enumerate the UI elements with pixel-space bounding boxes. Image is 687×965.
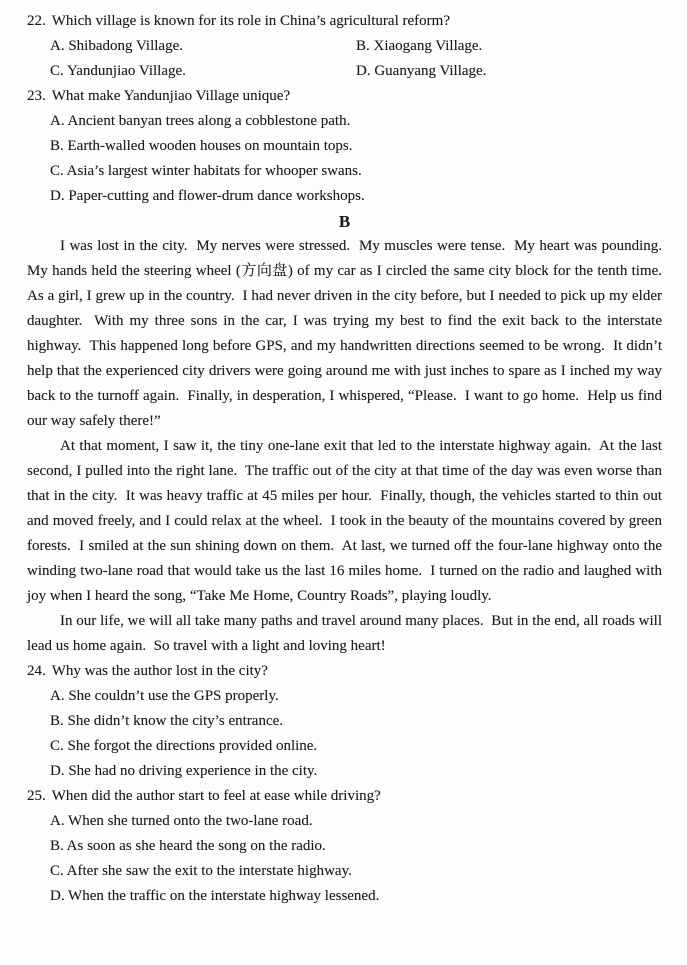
option-c: C. Yandunjiao Village. (50, 63, 186, 79)
question-line (27, 659, 662, 684)
passage-section-label: B (338, 212, 351, 231)
option-b: B. Earth-walled wooden houses on mountain tops. (50, 138, 353, 154)
option-d: D. When the traffic on the interstate highway lessened. (50, 888, 380, 904)
reading-passage (27, 234, 670, 659)
option-c: C. She forgot the directions provided online. (50, 738, 318, 754)
option-a: A. Ancient banyan trees along a cobblestone path. (50, 113, 351, 129)
question-text: What make Yandunjiao Village unique? (51, 88, 291, 104)
option-c: C. Asia’s largest winter habitats for whooper swans. (50, 163, 362, 179)
option-a: A. Shibadong Village. (50, 38, 183, 54)
question-line (27, 9, 662, 34)
option-c: C. After she saw the exit to the interstate highway. (50, 863, 352, 879)
option-d: D. Paper-cutting and flower-drum dance workshops. (50, 188, 365, 204)
option-d: D. She had no driving experience in the city. (50, 763, 318, 779)
question-24 (27, 659, 662, 784)
option-a: A. When she turned onto the two-lane road. (50, 813, 313, 829)
question-number: 22. (27, 13, 46, 29)
question-text: Why was the author lost in the city? (51, 663, 268, 679)
question-22-options (27, 34, 662, 84)
option-b: B. Xiaogang Village. (356, 38, 483, 54)
passage-paragraph-3: In our life, we will all take many paths and travel around many places. But in the end, all roads will lead us home again. So travel with a light and loving heart! (27, 613, 666, 654)
option-a: A. She couldn’t use the GPS properly. (50, 688, 279, 704)
question-line (27, 84, 662, 109)
passage-paragraph-2: At that moment, I saw it, the tiny one-lane exit that led to the interstate highway again. At the last second, I pulled into the right lane. The traffic out of the city at that time of the day was even worse than that in the city. It was heavy traffic at 45 miles per hour. Finally, though, the vehicles started to thin out and moved freely, and I could relax at the wheel. I took in the beauty of the mountains covered by green forests. I smiled at the sun shining down on them. At last, we turned off the four-lane highway onto the winding two-lane road that would take us the last 16 miles home. I turned on the radio and laughed with joy when I heard the song, “Take Me Home, Country Roads”, playing loudly. (27, 438, 666, 604)
question-number: 25. (27, 788, 46, 804)
option-b: B. As soon as she heard the song on the radio. (50, 838, 326, 854)
option-b: B. She didn’t know the city’s entrance. (50, 713, 284, 729)
question-23 (27, 84, 662, 209)
question-text: Which village is known for its role in China’s agricultural reform? (51, 13, 450, 29)
option-d: D. Guanyang Village. (356, 63, 487, 79)
passage-paragraph-1: I was lost in the city. My nerves were stressed. My muscles were tense. My heart was pounding. My hands held the steering wheel (方向盘) of my car as I circled the same city block for the tenth time. As a girl, I grew up in the country. I had never driven in the city before, but I needed to pick up my elder daughter. With my three sons in the car, I was trying my best to find the exit back to the interstate highway. This happened long before GPS, and my handwritten directions seemed to be wrong. It didn’t help that the experienced city drivers were going around me with just inches to spare as I inched my way back to the turnoff again. Finally, in desperation, I whispered, “Please. I want to go home. Help us find our way safely there!” (27, 238, 670, 429)
question-22 (27, 9, 662, 84)
question-25 (27, 784, 662, 909)
question-text: When did the author start to feel at ease while driving? (51, 788, 381, 804)
question-number: 23. (27, 88, 46, 104)
question-line (27, 784, 662, 809)
question-number: 24. (27, 663, 46, 679)
